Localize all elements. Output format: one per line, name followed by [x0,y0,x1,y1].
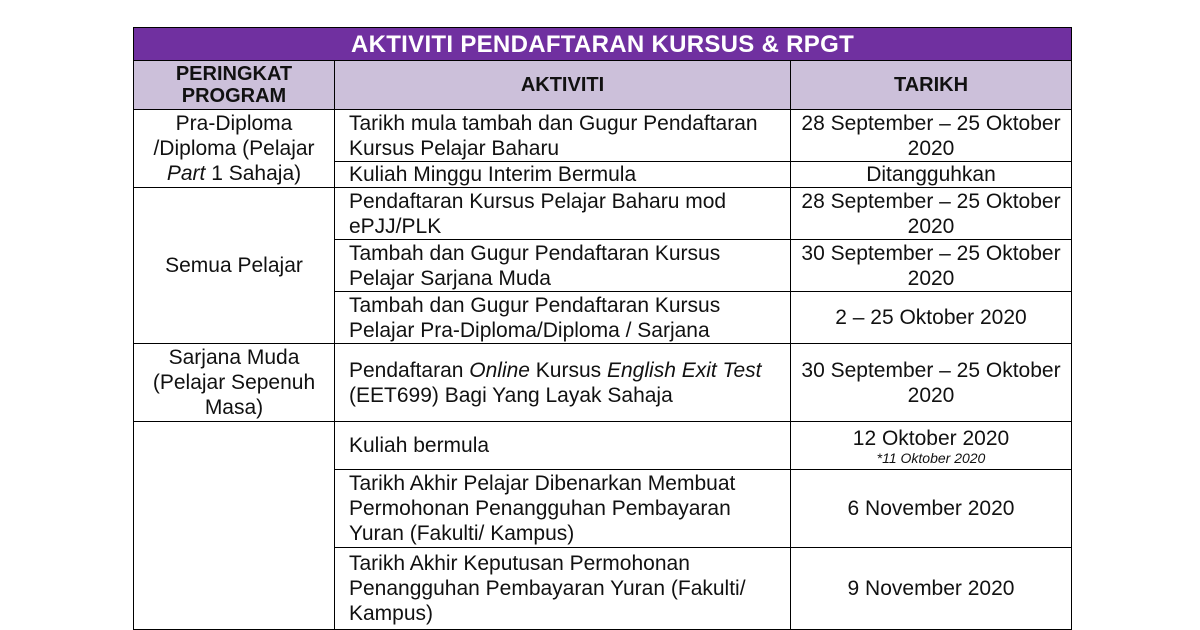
table-title: AKTIVITI PENDAFTARAN KURSUS & RPGT [134,28,1072,61]
activity-cell: Tarikh mula tambah dan Gugur Pendaftaran Kursus Pelajar Baharu [335,110,791,162]
program-cell-pradiploma: Pra-Diploma /Diploma (Pelajar Part 1 Sahaja) [134,110,335,188]
activity-cell: Kuliah Minggu Interim Bermula [335,162,791,188]
date-cell: 9 November 2020 [791,548,1072,630]
date-cell: 6 November 2020 [791,470,1072,548]
date-cell [791,422,1072,470]
activity-cell: Kuliah bermula [335,422,791,470]
activity-cell: Pendaftaran Kursus Pelajar Baharu mod ePJJ/PLK [335,188,791,240]
activity-cell: Tarikh Akhir Keputusan Permohonan Penangguhan Pembayaran Yuran (Fakulti/ Kampus) [335,548,791,630]
program-cell-empty [134,422,335,630]
program-cell-semua-pelajar: Semua Pelajar [134,188,335,344]
header-activity: AKTIVITI [335,61,791,110]
date-cell: 28 September – 25 Oktober 2020 [791,110,1072,162]
activity-cell: Pendaftaran Online Kursus English Exit Test (EET699) Bagi Yang Layak Sahaja [335,344,791,422]
program-cell-sarjana-muda: Sarjana Muda (Pelajar Sepenuh Masa) [134,344,335,422]
date-cell: 28 September – 25 Oktober 2020 [791,188,1072,240]
table-row [134,110,1072,162]
table-row [134,422,1072,470]
date-cell: 30 September – 25 Oktober 2020 [791,344,1072,422]
activity-cell: Tambah dan Gugur Pendaftaran Kursus Pelajar Pra-Diploma/Diploma / Sarjana [335,292,791,344]
date-cell: 30 September – 25 Oktober 2020 [791,240,1072,292]
date-footnote: *11 Oktober 2020 [876,450,986,466]
date-cell: Ditangguhkan [791,162,1072,188]
header-program: PERINGKAT PROGRAM [134,61,335,110]
date-cell: 2 – 25 Oktober 2020 [791,292,1072,344]
activity-cell: Tarikh Akhir Pelajar Dibenarkan Membuat Permohonan Penangguhan Pembayaran Yuran (Fakulti/ Kampus) [335,470,791,548]
activity-cell: Tambah dan Gugur Pendaftaran Kursus Pelajar Sarjana Muda [335,240,791,292]
table-row [134,188,1072,240]
table-row [134,344,1072,422]
registration-activity-table [133,27,1072,630]
date-value: 12 Oktober 2020 [852,427,1010,450]
header-date: TARIKH [791,61,1072,110]
